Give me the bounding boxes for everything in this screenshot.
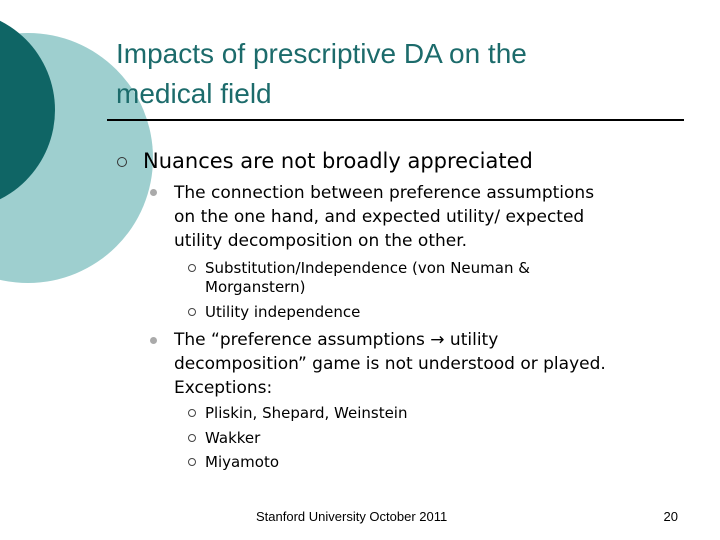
sub-bullet-line: utility decomposition on the other. [174, 231, 468, 251]
bullet-small-circle-icon [188, 434, 196, 442]
bullet-small-circle-icon [188, 308, 196, 316]
slide-footer: Stanford University October 2011 [256, 509, 448, 524]
list-item-text: Pliskin, Shepard, Weinstein [205, 404, 408, 422]
bullet-dot-icon [150, 337, 157, 344]
sub-bullet-text [174, 181, 594, 253]
bullet-dot-icon [150, 189, 157, 196]
list-item-line: Morganstern) [205, 278, 306, 296]
sub-bullet-line: The connection between preference assumptions [174, 183, 595, 203]
list-item-text: Wakker [205, 429, 261, 447]
title-line-2: medical field [116, 78, 272, 109]
sub-bullet-text [174, 328, 606, 400]
bullet-circle-icon [117, 157, 127, 167]
sub-bullet-line: decomposition” game is not understood or played. [174, 354, 606, 374]
list-item-text: Utility independence [205, 303, 361, 321]
list-item-text: Miyamoto [205, 453, 280, 471]
bullet-text: Nuances are not broadly appreciated [143, 149, 533, 173]
bullet-small-circle-icon [188, 264, 196, 272]
list-item-text [205, 259, 530, 297]
sub-bullet-line: Exceptions: [174, 378, 273, 398]
page-number: 20 [663, 509, 678, 524]
title-line-1: Impacts of prescriptive DA on the [116, 38, 527, 69]
sub-bullet-line: The “preference assumptions → utility [174, 330, 499, 350]
bullet-small-circle-icon [188, 458, 196, 466]
list-item-line: Substitution/Independence (von Neuman & [205, 259, 530, 277]
sub-bullet-line: on the one hand, and expected utility/ expected [174, 207, 585, 227]
bullet-small-circle-icon [188, 409, 196, 417]
